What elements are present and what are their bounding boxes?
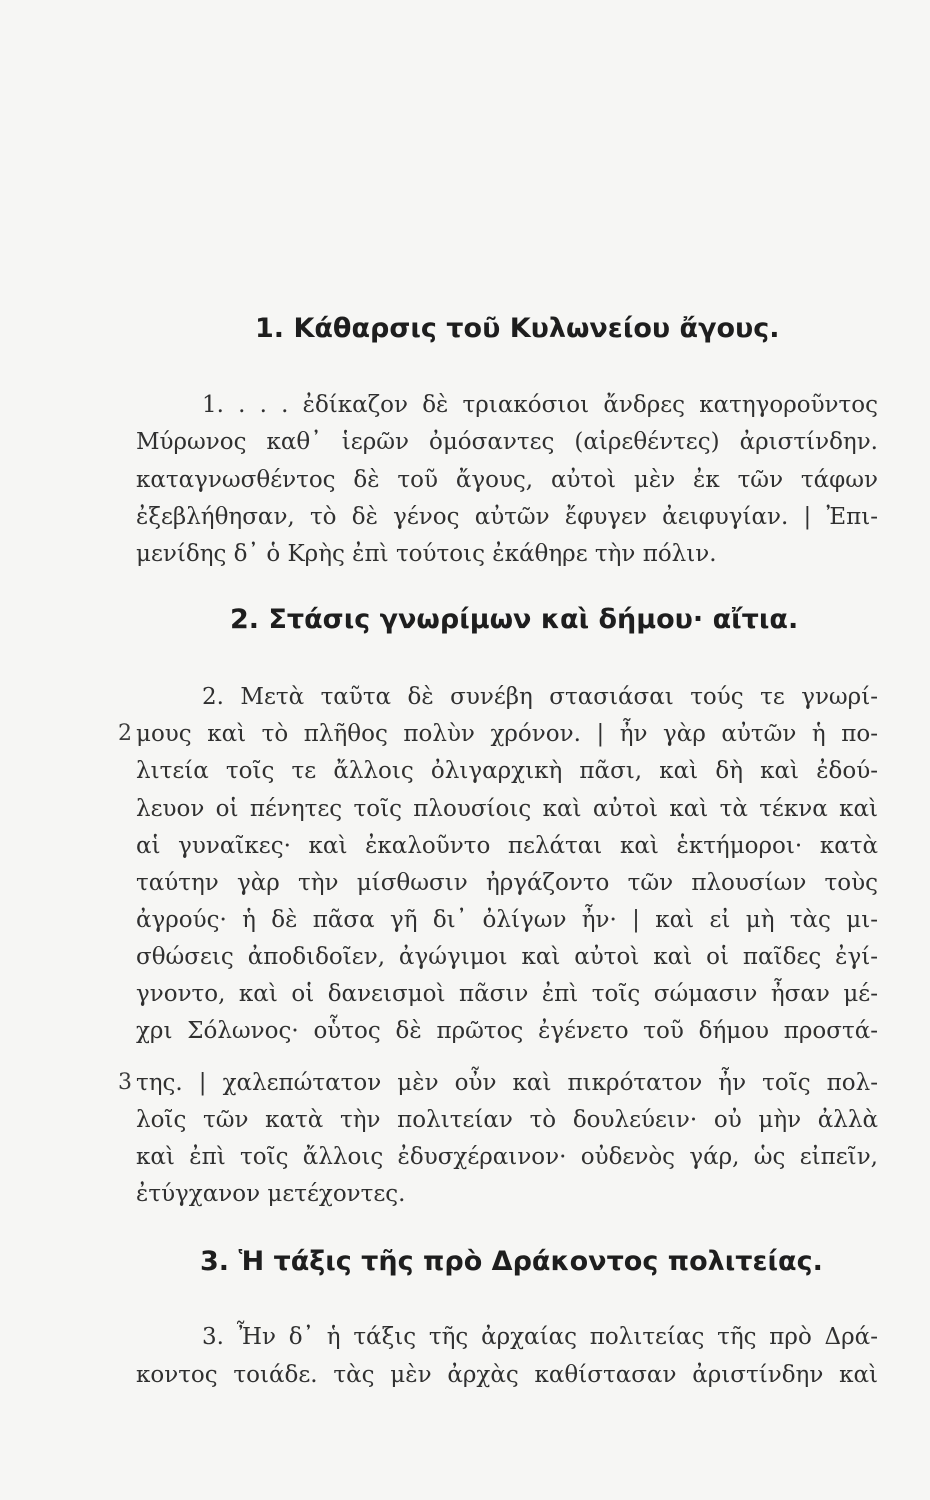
text-line: 3. Ἦν δ᾿ ἡ τάξις τῆς ἀρχαίας πολιτείας τῆς πρὸ Δρά- bbox=[202, 1324, 878, 1350]
text-line: ἀγρούς· ἡ δὲ πᾶσα γῆ δι᾿ ὀλίγων ἦν· | καὶ εἰ μὴ τὰς μι- bbox=[136, 907, 878, 933]
text-line: καταγνωσθέντος δὲ τοῦ ἄγους, αὐτοὶ μὲν ἐκ τῶν τάφων bbox=[136, 467, 878, 493]
text-line: χρι Σόλωνος· οὗτος δὲ πρῶτος ἐγένετο τοῦ δήμου προστά- bbox=[136, 1018, 878, 1044]
text-line: αἱ γυναῖκες· καὶ ἐκαλοῦντο πελάται καὶ ἑκτήμοροι· κατὰ bbox=[136, 833, 878, 859]
text-line: 1. . . . ἐδίκαζον δὲ τριακόσιοι ἄνδρες κατηγοροῦντος bbox=[202, 392, 878, 418]
section-heading: 1. Κάθαρσις τοῦ Κυλωνείου ἄγους. bbox=[255, 313, 780, 344]
text-line: λοῖς τῶν κατὰ τὴν πολιτείαν τὸ δουλεύειν· οὐ μὴν ἀλλὰ bbox=[136, 1107, 878, 1133]
text-line: της. | χαλεπώτατον μὲν οὖν καὶ πικρότατον ἦν τοῖς πολ- bbox=[136, 1070, 878, 1096]
section-heading: 2. Στάσις γνωρίμων καὶ δήμου· αἴτια. bbox=[230, 604, 799, 635]
text-line: μενίδης δ᾿ ὁ Κρὴς ἐπὶ τούτοις ἐκάθηρε τὴν πόλιν. bbox=[136, 541, 717, 567]
margin-section-number: 2 bbox=[118, 721, 132, 746]
margin-section-number: 3 bbox=[118, 1070, 132, 1095]
text-line: μους καὶ τὸ πλῆθος πολὺν χρόνον. | ἦν γὰρ αὐτῶν ἡ πο- bbox=[136, 721, 878, 747]
text-line: 2. Μετὰ ταῦτα δὲ συνέβη στασιάσαι τούς τε γνωρί- bbox=[202, 684, 878, 710]
text-line: ἐτύγχανον μετέχοντες. bbox=[136, 1181, 406, 1207]
text-line: καὶ ἐπὶ τοῖς ἄλλοις ἐδυσχέραινον· οὐδενὸς γάρ, ὡς εἰπεῖν, bbox=[136, 1144, 878, 1170]
text-line: κοντος τοιάδε. τὰς μὲν ἀρχὰς καθίστασαν ἀριστίνδην καὶ bbox=[136, 1362, 878, 1388]
text-line: ταύτην γὰρ τὴν μίσθωσιν ἠργάζοντο τῶν πλουσίων τοὺς bbox=[136, 870, 878, 896]
text-line: σθώσεις ἀποδιδοῖεν, ἀγώγιμοι καὶ αὐτοὶ καὶ οἱ παῖδες ἐγί- bbox=[136, 944, 878, 970]
text-line: λιτεία τοῖς τε ἄλλοις ὀλιγαρχικὴ πᾶσι, καὶ δὴ καὶ ἐδού- bbox=[136, 758, 878, 784]
section-heading: 3. Ἡ τάξις τῆς πρὸ Δράκοντος πολιτείας. bbox=[200, 1246, 823, 1277]
text-line: λευον οἱ πένητες τοῖς πλουσίοις καὶ αὐτοὶ καὶ τὰ τέκνα καὶ bbox=[136, 796, 878, 822]
text-line: γνοντο, καὶ οἱ δανεισμοὶ πᾶσιν ἐπὶ τοῖς σώμασιν ἦσαν μέ- bbox=[136, 981, 878, 1007]
text-line: ἐξεβλήθησαν, τὸ δὲ γένος αὐτῶν ἔφυγεν ἀειφυγίαν. | Ἐπι- bbox=[136, 504, 878, 530]
text-line: Μύρωνος καθ᾿ ἱερῶν ὀμόσαντες (αἱρεθέντες) ἀριστίνδην. bbox=[136, 429, 878, 455]
